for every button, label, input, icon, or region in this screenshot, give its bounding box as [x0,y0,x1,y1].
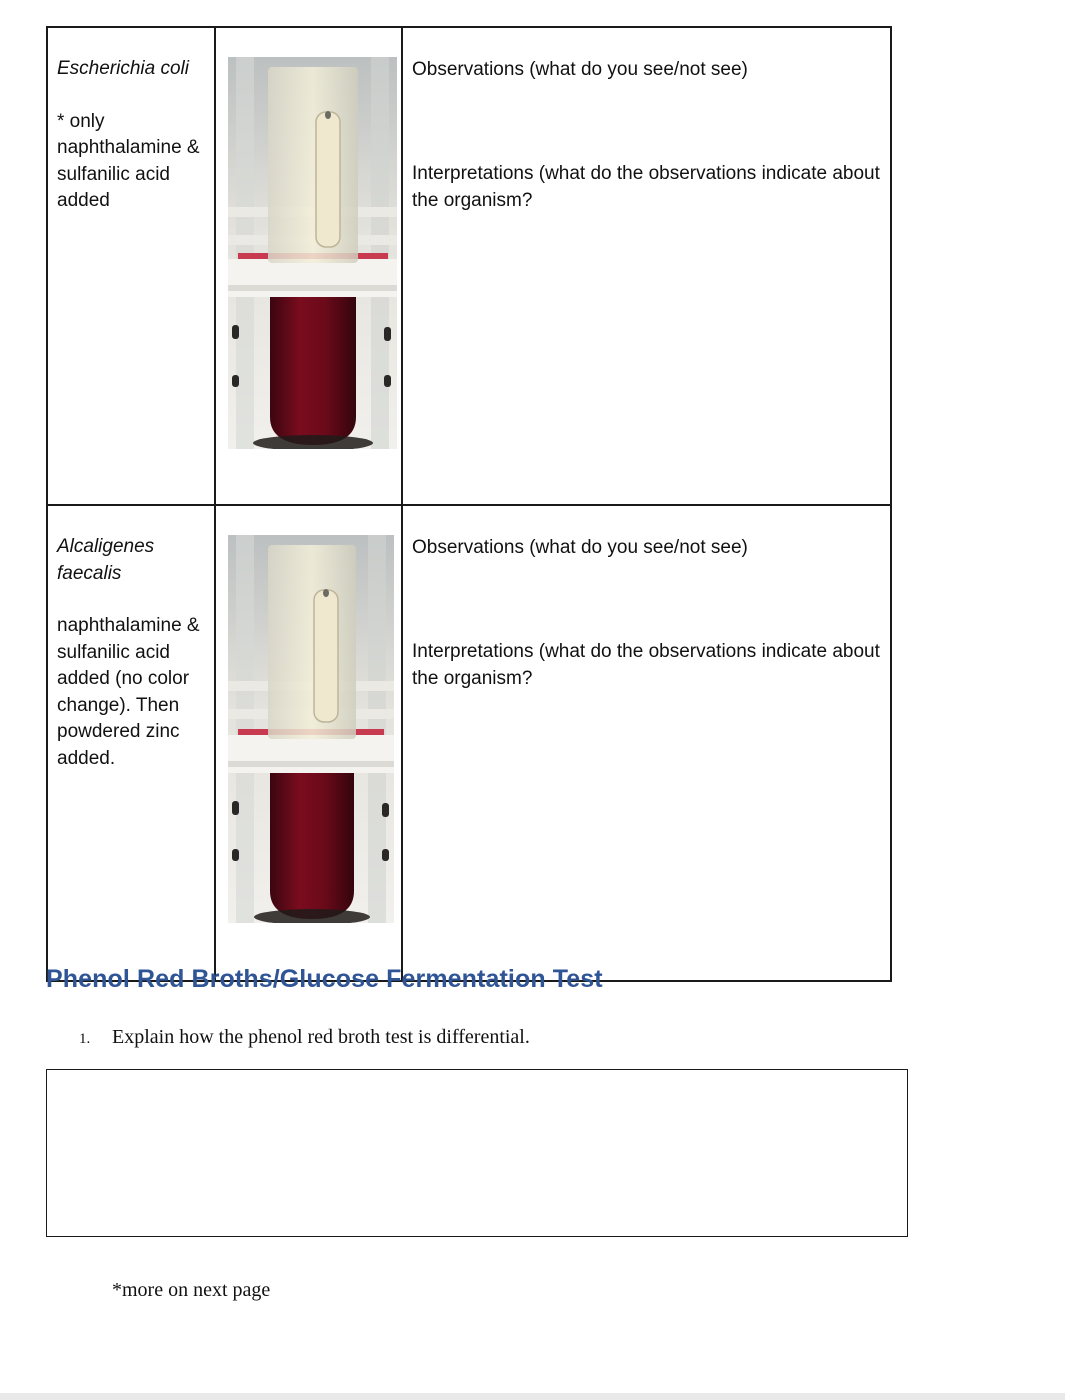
observations-prompt: Observations (what do you see/not see) [412,537,748,558]
question-item [79,1026,530,1049]
observations-prompt: Observations (what do you see/not see) [412,59,748,80]
table-row [47,505,891,981]
organism-cell [47,505,215,981]
results-table [46,26,892,982]
footer-note: *more on next page [112,1279,271,1301]
procedure-note: naphthalamine & sulfanilic acid added (no color change). Then powdered zinc added. [57,615,200,769]
organism-cell [47,27,215,505]
procedure-note: * only naphthalamine & sulfanilic acid added [57,110,200,211]
organism-name: Escherichia coli [57,58,189,79]
observation-cell[interactable] [402,27,891,505]
table-row [47,27,891,505]
interpretations-prompt: Interpretations (what do the observations indicate about the organism? [412,163,880,211]
section-title: Phenol Red Broths/Glucose Fermentation Test [46,965,603,993]
photo-cell [215,27,402,505]
organism-name: Alcaligenes faecalis [57,536,155,584]
observation-cell[interactable] [402,505,891,981]
answer-box[interactable] [46,1069,908,1237]
interpretations-prompt: Interpretations (what do the observations indicate about the organism? [412,641,880,689]
question-number: 1. [79,1031,91,1047]
photo-cell [215,505,402,981]
test-tube-photo [228,57,397,449]
page-edge [0,1393,1065,1400]
question-text: Explain how the phenol red broth test is differential. [112,1026,530,1048]
test-tube-photo [228,535,394,923]
